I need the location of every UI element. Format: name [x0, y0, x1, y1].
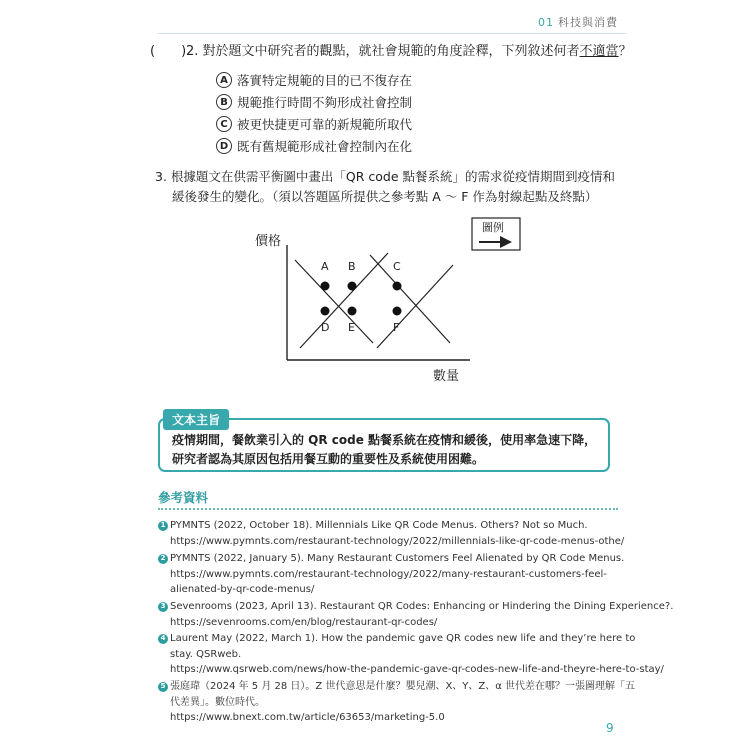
- reference-2-line-3: alienated-by-qr-code-menus/: [170, 584, 315, 595]
- reference-3-number: 3: [158, 602, 168, 612]
- reference-1-line-1: PYMNTS (2022, October 18). Millennials Like QR Code Menus. Others? Not so Much.: [170, 520, 588, 531]
- reference-4-line-1: Laurent May (2022, March 1). How the pandemic gave QR codes new life and they’re here to: [170, 633, 636, 644]
- chapter-title: 科技與消費: [558, 16, 618, 29]
- summary-text: 疫情期間，餐飲業引入的 QR code 點餐系統在疫情和緩後，使用率急速下降，研究者認為其原因包括用餐互動的重要性及系統使用困難。: [172, 433, 597, 466]
- summary-tag: 文本主旨: [163, 409, 229, 430]
- reference-4-number: 4: [158, 634, 168, 644]
- option-a: [216, 71, 412, 89]
- question-3-line-1: 3. 根據題文在供需平衡圖中畫出「QR code 點餐系統」的需求從疫情期間到疫情和: [155, 169, 616, 184]
- reference-2-line-1: PYMNTS (2022, January 5). Many Restaurant Customers Feel Alienated by QR Code Menus.: [170, 553, 625, 564]
- chapter-number: 01: [538, 16, 554, 29]
- page-number: 9: [606, 721, 614, 735]
- point-b-label: B: [348, 260, 356, 273]
- answer-blank: ( ): [150, 44, 187, 59]
- option-d-letter: D: [216, 138, 232, 154]
- question-2-text: 2. 對於題文中研究者的觀點，就社會規範的角度詮釋，下列敘述何者: [186, 44, 580, 59]
- option-b-letter: B: [216, 94, 232, 110]
- option-a-text: 落實特定規範的目的已不復存在: [237, 73, 413, 88]
- reference-4-line-3: https://www.qsrweb.com/news/how-the-pandemic-gave-qr-codes-new-life-and-theyre-here-to-stay/: [170, 664, 664, 675]
- reference-5-line-3: https://www.bnext.com.tw/article/63653/marketing-5.0: [170, 712, 445, 723]
- point-d: [321, 307, 330, 316]
- legend-title: 圖例: [482, 221, 504, 234]
- option-d-text: 既有舊規範形成社會控制內在化: [237, 139, 413, 154]
- point-e-label: E: [348, 321, 355, 334]
- point-a: [321, 282, 330, 291]
- references-divider: [158, 508, 618, 510]
- x-axis-label: 數量: [433, 369, 460, 384]
- question-2: [150, 43, 632, 61]
- reference-3-line-1: Sevenrooms (2023, April 13). Restaurant QR Codes: Enhancing or Hindering the Dining Experience?.: [170, 601, 674, 612]
- supply-line-1: [300, 253, 388, 348]
- point-d-label: D: [321, 321, 330, 334]
- question-2-end: ？: [618, 44, 632, 59]
- reference-5-line-1: 張庭瑋（2024 年 5 月 28 日）。Z 世代意思是什麼？嬰兒潮、X、Y、Z、α 世代差在哪？一張圖理解「五: [170, 681, 636, 692]
- point-c: [393, 282, 402, 291]
- reference-5-number: 5: [158, 682, 168, 692]
- point-f: [393, 307, 402, 316]
- point-a-label: A: [321, 260, 329, 273]
- point-b: [348, 282, 357, 291]
- y-axis-label: 價格: [255, 234, 282, 249]
- point-c-label: C: [393, 260, 401, 273]
- chapter-header: [538, 14, 618, 30]
- question-2-emphasis: 不適當: [579, 44, 619, 59]
- supply-line-2: [377, 265, 453, 348]
- option-d: [216, 137, 412, 155]
- option-c: [216, 115, 412, 133]
- point-f-label: F: [393, 321, 400, 334]
- reference-1-line-2: https://www.pymnts.com/restaurant-technology/2022/millennials-like-qr-code-menus-othe/: [170, 535, 625, 547]
- demand-line-2: [370, 255, 450, 343]
- reference-2-line-2: https://www.pymnts.com/restaurant-technology/2022/many-restaurant-customers-feel-: [170, 568, 607, 580]
- reference-2: [158, 551, 628, 598]
- reference-1: [158, 518, 628, 549]
- reference-4-line-2: stay. QSRweb.: [170, 648, 242, 660]
- option-c-text: 被更快捷更可靠的新規範所取代: [237, 117, 413, 132]
- reference-2-number: 2: [158, 554, 168, 564]
- option-b-text: 規範推行時間不夠形成社會控制: [237, 95, 413, 110]
- demand-line-1: [295, 260, 373, 343]
- option-c-letter: C: [216, 116, 232, 132]
- point-e: [348, 307, 357, 316]
- header-divider: [158, 33, 626, 34]
- references-heading: 參考資料: [158, 490, 209, 505]
- reference-3: [158, 599, 674, 630]
- reference-4: [158, 631, 664, 678]
- question-3-line-2: 緩後發生的變化。（須以答題區所提供之參考點 A ～ F 作為射線起點及終點）: [172, 189, 598, 204]
- reference-5: [158, 679, 636, 726]
- option-b: [216, 93, 412, 111]
- reference-3-line-2: https://sevenrooms.com/en/blog/restaurant-qr-codes/: [170, 616, 438, 628]
- reference-1-number: 1: [158, 521, 168, 531]
- supply-demand-diagram: [245, 215, 535, 385]
- reference-5-line-2: 代差異」。數位時代。: [170, 696, 265, 708]
- option-a-letter: A: [216, 72, 232, 88]
